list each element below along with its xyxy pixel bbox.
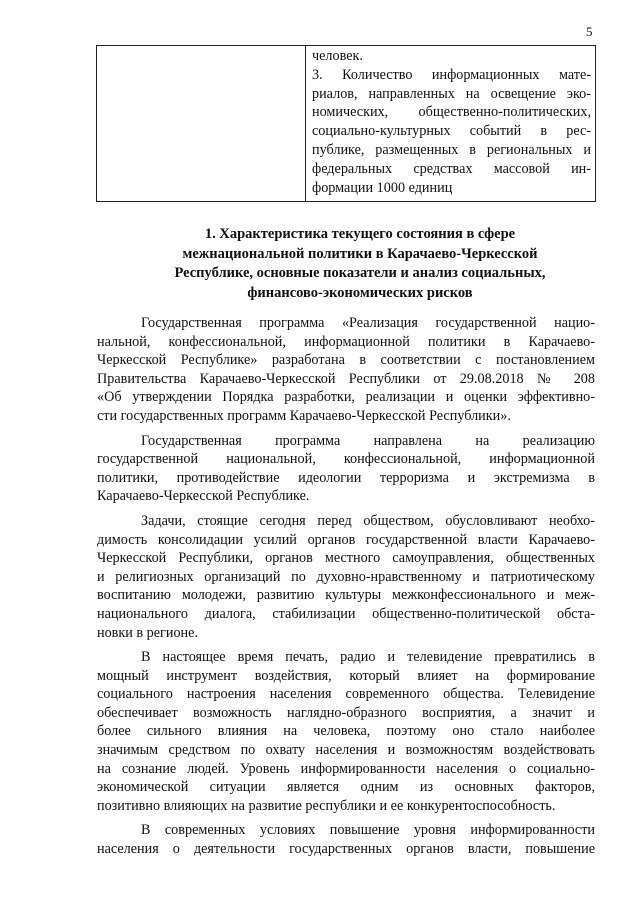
- paragraph-line: В настоящее время печать, радио и телевидение превратились в: [141, 649, 595, 666]
- paragraph-line: политики, противодействие идеологии терроризма и экстремизма в: [97, 469, 595, 486]
- paragraph-line: значимым средством по охвату населения и возможностям воздействовать: [97, 742, 595, 759]
- section-title-line: финансово-экономических рисков: [247, 284, 473, 301]
- table-row: [97, 46, 596, 202]
- paragraph-line: Карачаево-Черкесской Республике.: [97, 488, 310, 505]
- paragraph-line: димость консолидации усилий органов государственной власти Карачаево-: [97, 531, 595, 548]
- section-title-line: Республике, основные показатели и анализ социальных,: [174, 265, 546, 282]
- paragraph-line: новки в регионе.: [97, 624, 198, 641]
- paragraph-line: Черкесской Республики, органов местного самоуправления, общественных: [97, 550, 595, 567]
- table-text-line: человек.: [312, 48, 363, 64]
- paragraph-line: экономической ситуации является одним из основных факторов,: [97, 779, 595, 796]
- paragraph-line: сти государственных программ Карачаево-Черкесской Республики».: [97, 407, 511, 424]
- paragraph-line: В современных условиях повышение уровня информированности: [141, 822, 595, 839]
- paragraph-line: и религиозных организаций по духовно-нравственному и патриотическому: [97, 568, 595, 585]
- page-number: 5: [586, 24, 593, 39]
- paragraph-tasks: [97, 512, 595, 642]
- paragraph-line: Государственная программа направлена на реализацию: [141, 432, 595, 449]
- section-title: [100, 225, 620, 303]
- paragraph-line: мощный инструмент воздействия, который влияет на формирование: [97, 667, 595, 684]
- paragraph-program-aim: [97, 432, 595, 506]
- paragraph-line: на сознание людей. Уровень информированности населения о социально-: [97, 760, 595, 777]
- table-text-line: номических, общественно-политических,: [312, 104, 591, 121]
- table-cell-indicators: [306, 46, 596, 202]
- paragraph-line: населения о деятельности государственных органов власти, повышение: [97, 841, 595, 858]
- paragraph-line: национального диалога, стабилизации общественно-политической обста-: [97, 605, 595, 622]
- paragraph-line: более сильного влияния на человека, поэтому оно стало наиболее: [97, 723, 595, 740]
- section-title-line: 1. Характеристика текущего состояния в сфере: [204, 226, 516, 242]
- paragraph-media: [97, 648, 595, 815]
- table-text-line: 3. Количество информационных мате-: [312, 66, 591, 83]
- table-text-line: федеральных средствах массовой ин-: [312, 160, 591, 177]
- table-text-line: формации 1000 единиц: [312, 179, 453, 196]
- table-text-line: социально-культурных событий в рес-: [312, 123, 591, 140]
- table-text-line: риалов, направленных на освещение эко-: [312, 85, 591, 102]
- paragraph-line: Задачи, стоящие сегодня перед обществом, обусловливают необхо-: [141, 512, 595, 529]
- paragraph-line: Правительства Карачаево-Черкесской Республики от 29.08.2018 № 208: [97, 370, 595, 387]
- section-title-line: межнациональной политики в Карачаево-Черкесской: [182, 245, 538, 262]
- paragraph-line: позитивно влияющих на развитие республики и ее конкурентоспособность.: [97, 797, 556, 814]
- paragraph-line: воспитанию молодежи, развитию культуры межконфессионального и меж-: [97, 587, 595, 604]
- paragraph-line: «Об утверждении Порядка разработки, реализации и оценки эффективно-: [97, 389, 595, 406]
- paragraph-line: обеспечивает возможность наглядно-образного восприятия, а значит и: [97, 704, 595, 721]
- body-text: [97, 314, 595, 865]
- goals-table: [96, 45, 596, 202]
- paragraph-line: Черкесской Республике» разработана в соответствии с постановлением: [97, 352, 595, 369]
- paragraph-line: Государственная программа «Реализация государственной нацио-: [141, 315, 595, 331]
- paragraph-modern-conditions: [97, 821, 595, 858]
- paragraph-line: государственной национальной, конфессиональной, информационной: [97, 451, 595, 468]
- table-text-line: публике, размещенных в региональных и: [312, 141, 591, 158]
- paragraph-program-basis: [97, 314, 595, 426]
- paragraph-line: социального настроения населения современного общества. Телевидение: [97, 686, 595, 703]
- paragraph-line: нальной, конфессиональной, информационной политики в Карачаево-: [97, 333, 595, 350]
- table-cell-empty: [97, 46, 306, 202]
